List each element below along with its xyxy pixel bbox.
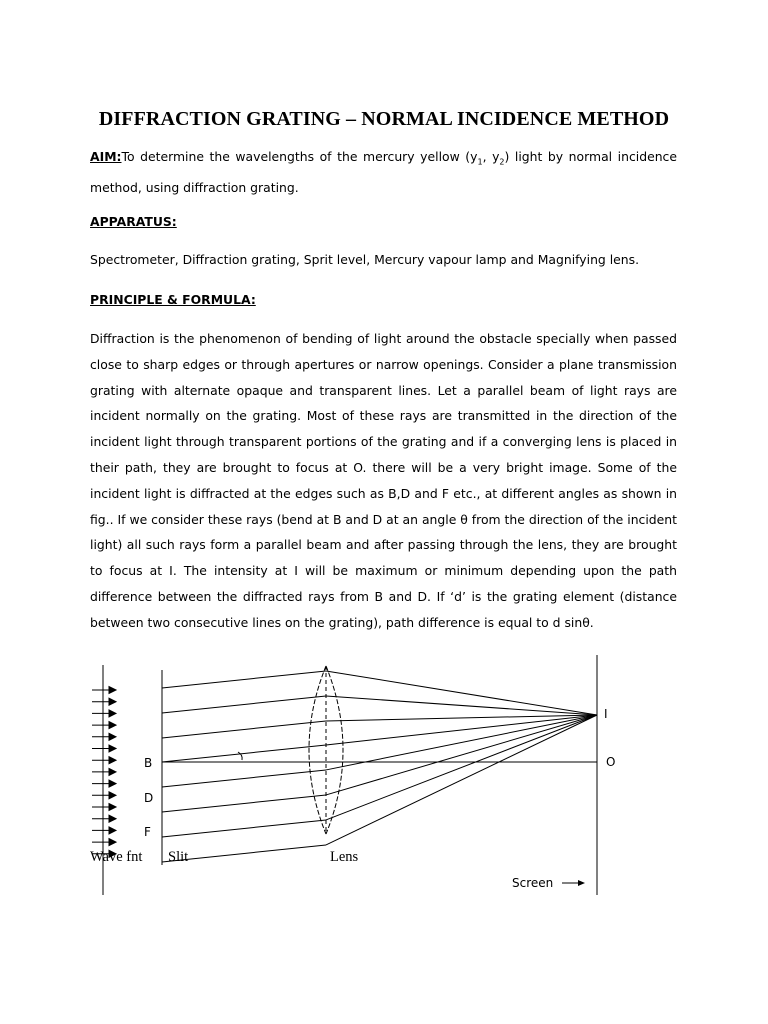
label-slit: Slit bbox=[168, 849, 189, 865]
aim-label: AIM: bbox=[90, 149, 122, 164]
apparatus-text: Spectrometer, Diffraction grating, Sprit level, Mercury vapour lamp and Magnifying lens. bbox=[90, 252, 640, 267]
converging-ray bbox=[326, 696, 597, 715]
diffracted-ray bbox=[162, 820, 326, 837]
incident-arrowhead bbox=[109, 687, 116, 694]
diffracted-ray bbox=[162, 770, 326, 787]
converging-ray bbox=[326, 715, 597, 795]
aim-subscript-2: 2 bbox=[499, 157, 505, 167]
converging-ray bbox=[326, 715, 597, 721]
diffracted-ray bbox=[162, 721, 326, 738]
lens bbox=[309, 666, 326, 834]
incident-arrowhead bbox=[109, 792, 116, 799]
label-b: B bbox=[144, 756, 153, 770]
apparatus-heading: APPARATUS: bbox=[90, 214, 177, 229]
converging-ray bbox=[326, 671, 597, 715]
converging-ray bbox=[326, 715, 597, 745]
aim-text-before: To determine the wavelengths of the mercury yellow (y bbox=[121, 149, 478, 164]
diffracted-ray bbox=[162, 696, 326, 713]
aim-text-after: ) light by normal incidence method, using diffraction grating. bbox=[90, 149, 677, 196]
principle-text: Diffraction is the phenomenon of bending of light around the obstacle specially when passed close to sharp edges or through apertures or narrow openings. Consider a plane transmission grating with alternate opaque and transparent lines. Let a parallel beam of light rays are incident normally on the grating. Most of these rays are transmitted in the direction of the incident light through transparent portions of the grating and if a converging lens is placed in their path, they are brought to focus at O. there will be a very bright image. Some of the incident light is diffracted at the edges such as B,D and F etc., at different angles as shown in fig.. If we consider these rays (bend at B and D at an angle θ from the direction of the incident light) all such rays form a parallel beam and after passing through the lens, they are brought to focus at I. The intensity at I will be maximum or minimum depending upon the path difference between the diffracted rays from B and D. If ‘d’ is the grating element (distance between two consecutive lines on the grating), path difference is equal to d sinθ. bbox=[90, 331, 677, 630]
incident-arrowhead bbox=[109, 757, 116, 764]
label-lens: Lens bbox=[330, 849, 359, 865]
label-d: D bbox=[144, 791, 154, 805]
label-i: I bbox=[604, 707, 608, 721]
principle-heading: PRINCIPLE & FORMULA: bbox=[90, 292, 256, 307]
converging-ray bbox=[326, 715, 597, 820]
incident-arrowhead bbox=[109, 698, 116, 705]
aim-text-sep: , y bbox=[482, 149, 500, 164]
incident-arrowhead bbox=[109, 722, 116, 729]
theta-arc bbox=[238, 752, 242, 760]
label-wave-front: Wave fnt bbox=[90, 849, 143, 865]
label-o: O bbox=[606, 755, 616, 769]
incident-arrowhead bbox=[109, 745, 116, 752]
diffracted-ray bbox=[162, 671, 326, 688]
diffracted-ray bbox=[162, 795, 326, 812]
incident-arrowhead bbox=[109, 780, 116, 787]
incident-arrowhead bbox=[109, 768, 116, 775]
incident-arrowhead bbox=[109, 733, 116, 740]
incident-arrowhead bbox=[109, 815, 116, 822]
diffracted-ray bbox=[162, 745, 326, 762]
label-screen: Screen bbox=[512, 876, 554, 890]
incident-arrowhead bbox=[109, 804, 116, 811]
incident-arrowhead bbox=[109, 710, 116, 717]
label-f: F bbox=[144, 825, 151, 839]
page-title: DIFFRACTION GRATING – NORMAL INCIDENCE METHOD bbox=[98, 108, 670, 130]
incident-arrowhead bbox=[109, 827, 116, 834]
aim-subscript-1: 1 bbox=[477, 157, 483, 167]
converging-ray bbox=[326, 715, 597, 845]
incident-arrowhead bbox=[109, 839, 116, 846]
